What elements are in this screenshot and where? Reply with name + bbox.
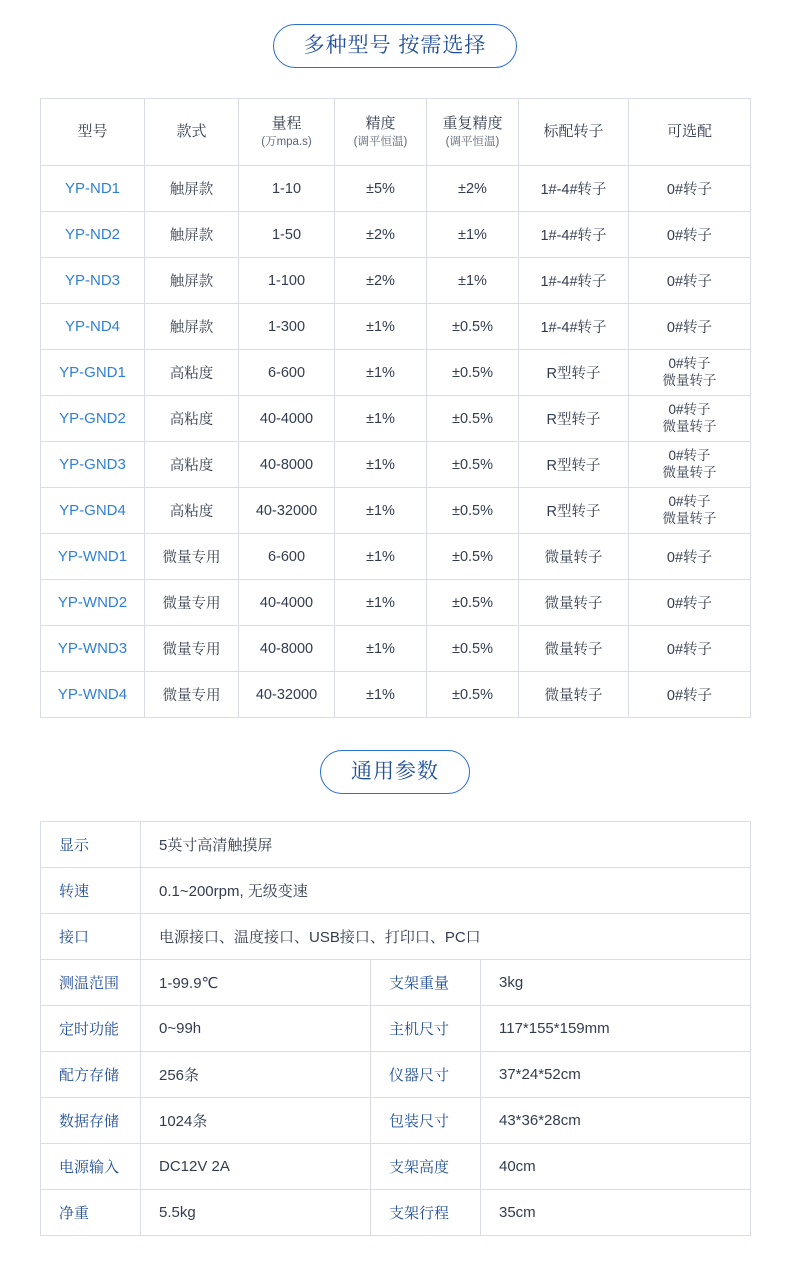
cell-repeat: ±2% <box>427 166 519 212</box>
cell-accuracy: ±5% <box>335 166 427 212</box>
cell-rotor: R型转子 <box>519 442 629 488</box>
param-value: DC12V 2A <box>141 1144 371 1190</box>
cell-optional-line1: 0#转子 <box>666 320 713 336</box>
param-value-secondary: 3kg <box>481 960 751 1006</box>
cell-optional <box>629 258 751 304</box>
cell-style: 触屏款 <box>145 304 239 350</box>
cell-model: YP-GND4 <box>41 488 145 534</box>
param-value-secondary: 35cm <box>481 1190 751 1236</box>
cell-repeat: ±0.5% <box>427 626 519 672</box>
cell-rotor: R型转子 <box>519 488 629 534</box>
cell-range: 1-100 <box>239 258 335 304</box>
param-value-secondary: 40cm <box>481 1144 751 1190</box>
table-row <box>41 166 751 212</box>
cell-accuracy: ±1% <box>335 488 427 534</box>
cell-optional <box>629 350 751 396</box>
cell-optional <box>629 488 751 534</box>
param-label: 净重 <box>41 1190 141 1236</box>
mid-spacer <box>0 718 790 750</box>
cell-optional-line1: 0#转子 <box>668 447 711 463</box>
cell-rotor: 1#-4#转子 <box>519 304 629 350</box>
param-row <box>41 1144 751 1190</box>
table-row <box>41 626 751 672</box>
table-row <box>41 396 751 442</box>
header-rotor-main: 标配转子 <box>543 122 604 140</box>
param-value: 5英寸高清触摸屏 <box>141 822 751 868</box>
header-optional <box>629 99 751 166</box>
cell-rotor: R型转子 <box>519 350 629 396</box>
cell-style: 微量专用 <box>145 534 239 580</box>
cell-repeat: ±1% <box>427 258 519 304</box>
param-value-secondary: 43*36*28cm <box>481 1098 751 1144</box>
table-row <box>41 488 751 534</box>
table-row <box>41 534 751 580</box>
cell-optional-line1: 0#转子 <box>666 596 713 612</box>
cell-range: 40-4000 <box>239 396 335 442</box>
cell-rotor: 微量转子 <box>519 672 629 718</box>
cell-range: 1-300 <box>239 304 335 350</box>
param-label-secondary: 支架重量 <box>371 960 481 1006</box>
cell-optional-line1: 0#转子 <box>668 401 711 417</box>
param-label: 转速 <box>41 868 141 914</box>
cell-accuracy: ±2% <box>335 258 427 304</box>
params-title-wrap <box>0 750 790 794</box>
cell-optional-line1: 0#转子 <box>666 688 713 704</box>
cell-accuracy: ±1% <box>335 396 427 442</box>
cell-optional <box>629 580 751 626</box>
param-row <box>41 1052 751 1098</box>
param-value-secondary: 37*24*52cm <box>481 1052 751 1098</box>
param-label: 接口 <box>41 914 141 960</box>
bottom-spacer <box>0 1236 790 1276</box>
table-header-row <box>41 99 751 166</box>
header-standard-rotor <box>519 99 629 166</box>
cell-style: 高粘度 <box>145 350 239 396</box>
cell-optional-line1: 0#转子 <box>666 182 713 198</box>
cell-model: YP-GND1 <box>41 350 145 396</box>
param-value: 0.1~200rpm, 无级变速 <box>141 868 751 914</box>
cell-range: 1-50 <box>239 212 335 258</box>
cell-optional <box>629 534 751 580</box>
cell-optional-line1: 0#转子 <box>666 274 713 290</box>
param-row <box>41 960 751 1006</box>
cell-optional-line2: 微量转子 <box>662 464 717 480</box>
param-row-speed <box>41 868 751 914</box>
cell-optional-line2: 微量转子 <box>662 510 717 526</box>
header-style <box>145 99 239 166</box>
top-spacer <box>0 0 790 24</box>
param-label-secondary: 仪器尺寸 <box>371 1052 481 1098</box>
header-accuracy-sub: (调平恒温) <box>353 135 408 148</box>
cell-style: 触屏款 <box>145 166 239 212</box>
cell-optional <box>629 442 751 488</box>
cell-optional <box>629 396 751 442</box>
header-range-main: 量程 <box>271 114 302 132</box>
models-table <box>40 98 751 718</box>
cell-repeat: ±0.5% <box>427 672 519 718</box>
cell-repeat: ±0.5% <box>427 580 519 626</box>
cell-style: 微量专用 <box>145 580 239 626</box>
table-row <box>41 258 751 304</box>
header-repeat-sub: (调平恒温) <box>445 135 500 148</box>
params-table <box>40 821 751 1236</box>
cell-optional-line1: 0#转子 <box>668 493 711 509</box>
cell-model: YP-WND4 <box>41 672 145 718</box>
cell-model: YP-GND3 <box>41 442 145 488</box>
models-table-body <box>41 166 751 718</box>
param-label: 数据存储 <box>41 1098 141 1144</box>
cell-optional <box>629 212 751 258</box>
param-label: 定时功能 <box>41 1006 141 1052</box>
cell-range: 40-8000 <box>239 442 335 488</box>
header-repeat-main: 重复精度 <box>442 114 503 132</box>
param-row-interface <box>41 914 751 960</box>
param-row <box>41 1098 751 1144</box>
cell-model: YP-GND2 <box>41 396 145 442</box>
models-table-head <box>41 99 751 166</box>
params-section-title: 通用参数 <box>320 750 470 794</box>
cell-accuracy: ±1% <box>335 534 427 580</box>
cell-style: 触屏款 <box>145 258 239 304</box>
params-table-wrap <box>0 821 790 1236</box>
cell-model: YP-WND1 <box>41 534 145 580</box>
cell-range: 40-32000 <box>239 488 335 534</box>
cell-optional-line1: 0#转子 <box>666 642 713 658</box>
header-range <box>239 99 335 166</box>
models-table-wrap <box>0 98 790 718</box>
cell-optional-line1: 0#转子 <box>666 550 713 566</box>
cell-repeat: ±0.5% <box>427 304 519 350</box>
cell-range: 40-8000 <box>239 626 335 672</box>
cell-style: 触屏款 <box>145 212 239 258</box>
cell-rotor: 1#-4#转子 <box>519 212 629 258</box>
param-value: 256条 <box>141 1052 371 1098</box>
param-label-secondary: 支架高度 <box>371 1144 481 1190</box>
cell-repeat: ±1% <box>427 212 519 258</box>
param-row-display <box>41 822 751 868</box>
param-label-secondary: 支架行程 <box>371 1190 481 1236</box>
param-value: 电源接口、温度接口、USB接口、打印口、PC口 <box>141 914 751 960</box>
cell-range: 1-10 <box>239 166 335 212</box>
cell-optional <box>629 672 751 718</box>
models-title-wrap <box>0 24 790 68</box>
cell-style: 高粘度 <box>145 442 239 488</box>
cell-optional-line2: 微量转子 <box>662 418 717 434</box>
cell-repeat: ±0.5% <box>427 442 519 488</box>
cell-model: YP-ND4 <box>41 304 145 350</box>
cell-rotor: 微量转子 <box>519 626 629 672</box>
param-label: 电源输入 <box>41 1144 141 1190</box>
header-model <box>41 99 145 166</box>
cell-optional <box>629 166 751 212</box>
cell-optional-line2: 微量转子 <box>662 372 717 388</box>
cell-model: YP-ND1 <box>41 166 145 212</box>
cell-repeat: ±0.5% <box>427 534 519 580</box>
param-label-secondary: 主机尺寸 <box>371 1006 481 1052</box>
header-style-main: 款式 <box>176 122 207 140</box>
cell-accuracy: ±1% <box>335 304 427 350</box>
param-value: 1-99.9℃ <box>141 960 371 1006</box>
table-row <box>41 672 751 718</box>
cell-rotor: 微量转子 <box>519 534 629 580</box>
params-table-body <box>41 822 751 1236</box>
header-repeat-accuracy <box>427 99 519 166</box>
cell-rotor: 1#-4#转子 <box>519 258 629 304</box>
param-value-secondary: 117*155*159mm <box>481 1006 751 1052</box>
cell-model: YP-WND3 <box>41 626 145 672</box>
table-row <box>41 212 751 258</box>
cell-rotor: 微量转子 <box>519 580 629 626</box>
table-row <box>41 304 751 350</box>
cell-optional-line1: 0#转子 <box>666 228 713 244</box>
cell-accuracy: ±1% <box>335 626 427 672</box>
cell-model: YP-ND3 <box>41 258 145 304</box>
table-row <box>41 580 751 626</box>
header-model-main: 型号 <box>77 122 108 140</box>
param-value: 0~99h <box>141 1006 371 1052</box>
cell-accuracy: ±2% <box>335 212 427 258</box>
cell-range: 40-32000 <box>239 672 335 718</box>
param-label-secondary: 包装尺寸 <box>371 1098 481 1144</box>
cell-optional <box>629 626 751 672</box>
header-accuracy-main: 精度 <box>365 114 396 132</box>
param-label: 显示 <box>41 822 141 868</box>
param-label: 测温范围 <box>41 960 141 1006</box>
cell-style: 高粘度 <box>145 488 239 534</box>
cell-optional-line1: 0#转子 <box>668 355 711 371</box>
header-accuracy <box>335 99 427 166</box>
cell-rotor: R型转子 <box>519 396 629 442</box>
cell-style: 微量专用 <box>145 672 239 718</box>
cell-repeat: ±0.5% <box>427 488 519 534</box>
cell-model: YP-ND2 <box>41 212 145 258</box>
table-row <box>41 442 751 488</box>
cell-repeat: ±0.5% <box>427 350 519 396</box>
cell-repeat: ±0.5% <box>427 396 519 442</box>
cell-rotor: 1#-4#转子 <box>519 166 629 212</box>
cell-range: 40-4000 <box>239 580 335 626</box>
param-value: 5.5kg <box>141 1190 371 1236</box>
cell-accuracy: ±1% <box>335 672 427 718</box>
cell-style: 高粘度 <box>145 396 239 442</box>
param-label: 配方存储 <box>41 1052 141 1098</box>
cell-model: YP-WND2 <box>41 580 145 626</box>
header-optional-main: 可选配 <box>666 122 712 140</box>
table-row <box>41 350 751 396</box>
cell-optional <box>629 304 751 350</box>
cell-range: 6-600 <box>239 350 335 396</box>
param-row <box>41 1006 751 1052</box>
cell-accuracy: ±1% <box>335 350 427 396</box>
cell-accuracy: ±1% <box>335 580 427 626</box>
cell-range: 6-600 <box>239 534 335 580</box>
param-row <box>41 1190 751 1236</box>
cell-accuracy: ±1% <box>335 442 427 488</box>
param-value: 1024条 <box>141 1098 371 1144</box>
cell-style: 微量专用 <box>145 626 239 672</box>
header-range-sub: (万mpa.s) <box>261 135 312 148</box>
models-section-title: 多种型号 按需选择 <box>273 24 518 68</box>
